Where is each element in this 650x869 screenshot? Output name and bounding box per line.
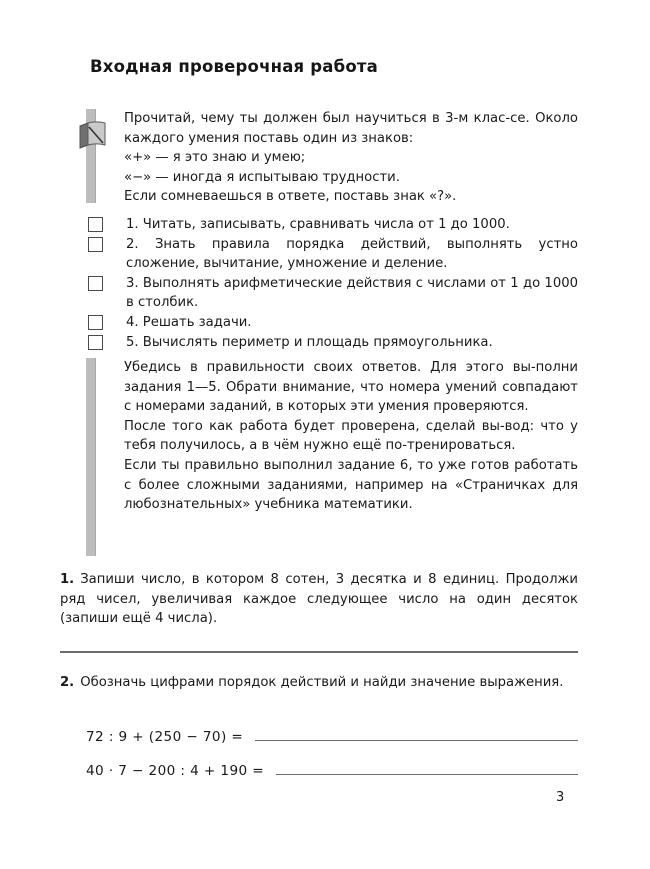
checklist-item-3-text [126, 274, 578, 313]
expression-2-text: 40 · 7 − 200 : 4 + 190 = [86, 763, 265, 779]
checklist-item-2-label: Знать правила порядка действий, выполнять устно сложение, вычитание, умножение и деление. [126, 236, 578, 272]
intro-callout [86, 109, 578, 203]
exercise-2-number: 2. [60, 675, 75, 690]
checklist-item[interactable] [88, 333, 578, 353]
checklist-item-3-label: Выполнять арифметические действия с числами от 1 до 1000 в столбик. [126, 275, 578, 311]
expression-1-text: 72 : 9 + (250 − 70) = [86, 729, 244, 745]
exercise-1-text: Запиши число, в котором 8 сотен, 3 десятка и 8 единиц. Продолжи ряд чисел, увеличивая каждое следующее число на один десяток (запиши ещё 4 числа). [60, 572, 578, 627]
answer-blank-2[interactable] [276, 760, 578, 775]
checklist-item[interactable] [88, 215, 578, 235]
expression-row-2 [86, 760, 578, 779]
checklist-item-5-text [126, 333, 578, 353]
checklist-item-1-label: Читать, записывать, сравнивать числа от 1 до 1000. [142, 217, 510, 232]
checkbox-5[interactable] [88, 335, 103, 350]
checklist-item-2-number: 2. [126, 236, 139, 252]
checklist-item-5-number: 5. [126, 334, 139, 350]
verify-paragraph-3: Если ты правильно выполнил задание 6, то уже готов работать с более сложными заданиями, например на «Страничках для любознательных» учебника математики. [124, 457, 578, 513]
checklist-item-4-number: 4. [126, 314, 139, 330]
checklist-item[interactable] [88, 274, 578, 313]
checklist-item-4-label: Решать задачи. [142, 314, 252, 330]
checkbox-2[interactable] [88, 237, 103, 252]
intro-line-2: «+» — я это знаю и умею; [124, 150, 306, 166]
checkbox-4[interactable] [88, 315, 103, 330]
page-number: 3 [556, 790, 565, 805]
expression-row-1 [86, 726, 578, 745]
checklist-item-1-number: 1. [126, 217, 139, 232]
open-book-icon [79, 121, 110, 151]
checkbox-3[interactable] [88, 276, 103, 291]
page-title: Входная проверочная работа [90, 57, 378, 76]
intro-line-3: «−» — иногда я испытываю трудности. [124, 169, 400, 185]
checkbox-1[interactable] [88, 217, 103, 232]
verify-paragraph-2: После того как работа будет проверена, сделай вы-вод: что у тебя получилось, а в чём нужно ещё по-тренироваться. [124, 418, 578, 454]
intro-line-1: Прочитай, чему ты должен был научиться в 3-м клас-се. Около каждого умения поставь один из знаков: [124, 111, 578, 146]
checklist-item-5-label: Вычислять периметр и площадь прямоугольника. [142, 334, 493, 350]
checklist-item[interactable] [88, 235, 578, 274]
verify-paragraph-1: Убедись в правильности своих ответов. Для этого вы-полни задания 1—5. Обрати внимание, что номера умений совпадают с номерами заданий, в которых эти умения проверяются. [124, 360, 578, 415]
verify-callout-text [124, 358, 578, 515]
exercise-2-text: Обозначь цифрами порядок действий и найди значение выражения. [80, 675, 564, 690]
exercise-1 [60, 570, 578, 629]
intro-callout-text [124, 109, 578, 207]
answer-blank-1[interactable] [255, 726, 578, 741]
verify-callout [86, 358, 578, 556]
checklist-item-2-text [126, 235, 578, 274]
skills-checklist [88, 215, 578, 352]
checklist-item-3-number: 3. [126, 275, 139, 291]
checklist-item[interactable] [88, 313, 578, 333]
exercise-1-number: 1. [60, 572, 75, 587]
section-divider [60, 651, 578, 653]
checklist-item-4-text [126, 313, 578, 333]
callout-side-bar [86, 358, 96, 556]
exercise-2 [60, 673, 578, 693]
checklist-item-1-text [126, 215, 578, 235]
intro-line-4: Если сомневаешься в ответе, поставь знак «?». [124, 189, 457, 205]
